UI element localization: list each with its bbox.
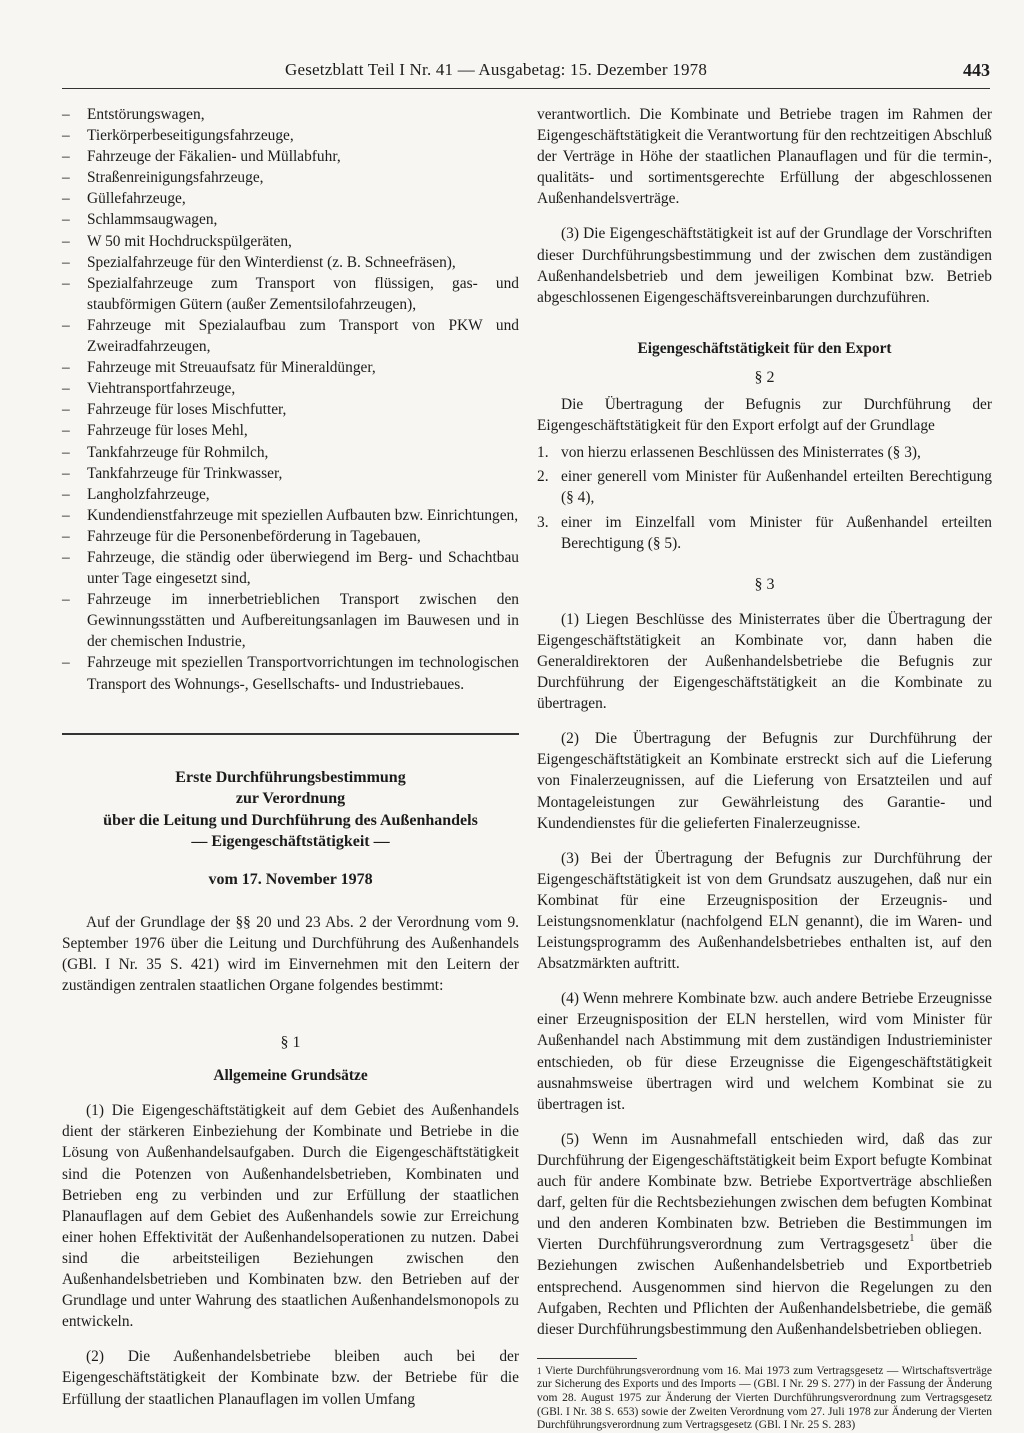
list-item: – Tankfahrzeuge für Trinkwasser, — [62, 463, 519, 484]
section-mark: § 1 — [280, 1034, 301, 1052]
enumerated-list — [537, 442, 992, 553]
list-item: – Fahrzeuge im innerbetrieblichen Transport zwischen den Gewinnungsstätten und Aufbereitungsanlagen im Bauwesen und in der chemischen Industrie, — [62, 589, 519, 652]
ordinance-title-line: Erste Durchführungsbestimmung — [175, 768, 406, 786]
footnote-reference[interactable]: 1 — [909, 1233, 915, 1245]
list-item: – Spezialfahrzeuge für den Winterdienst (z. B. Schneefräsen), — [62, 252, 519, 273]
paragraph: (1) Liegen Beschlüsse des Ministerrates über die Übertragung der Eigengeschäftstätigkeit an Kombinate vor, dann haben die Generaldirektoren der Außenhandelsbetriebe die Befugnis zur Durchführung der Eigengeschäftstätigkeit an die Kombinate zu übertragen. — [537, 610, 992, 713]
section-divider — [62, 733, 519, 735]
paragraph: (1) Die Eigengeschäftstätigkeit auf dem Gebiet des Außenhandels dient der stärkeren Einbeziehung der Kombinate und Betriebe in die Lösung von Außenhandelsaufgaben. Durch die Eigengeschäftstätigkeit sind die Potenzen von Außenhandelsbetrieben, Kombinaten und Betrieben eng zu verbinden und zur Erfüllung der staatlichen Planauflagen auf dem Gebiet des Außenhandels sowie zur Erreichung einer hohen Effektivität der Außenhandelsoperationen zu nutzen. Dabei sind die arbeitsteiligen Beziehungen zwischen den Außenhandelsbetrieben und Kombinaten bzw. den Betrieben auf der Grundlage und unter Wahrung des staatlichen Außenhandelsmonopols zu entwickeln. — [62, 1102, 519, 1331]
paragraph: (3) Bei der Übertragung der Befugnis zur Durchführung der Eigengeschäftstätigkeit ist von dem Grundsatz auszugehen, daß nur ein Kombinat für eine Erzeugnisposition der Erzeugnis- und Leistungsnomenklatur (nachfolgend ELN genannt), die im Waren- und Leistungsprogramm des Außenhandelsbetriebes enthalten ist, auf den Absatzmärkten auftritt. — [537, 849, 992, 973]
paragraph: (4) Wenn mehrere Kombinate bzw. auch andere Betriebe Erzeugnisse einer Erzeugnisposition der ELN herstellen, wird vom Minister für Außenhandel nach Abstimmung mit dem zuständigen Industrieminister entschieden, ob für diese Erzeugnisse die Eigengeschäftstätigkeit ausnahmsweise übertragen wird und welchem Kombinat sie zu übertragen ist. — [537, 990, 992, 1113]
ordinance-date: vom 17. November 1978 — [208, 870, 373, 888]
paragraph: verantwortlich. Die Kombinate und Betriebe tragen im Rahmen der Eigengeschäftstätigkeit die Verantwortung für den rechtzeitigen Abschluß der Verträge in Höhe der staatlichen Planauflagen und für die termin-, qualitäts- und sortimentsgerechte Erfüllung der abgeschlossenen Außenhandelsverträge. — [537, 106, 992, 208]
paragraph: Die Übertragung der Befugnis zur Durchführung der Eigengeschäftstätigkeit für den Export erfolgt auf der Grundlage — [537, 396, 992, 435]
footnote-text: Vierte Durchführungsverordnung vom 16. Mai 1973 zum Vertragsgesetz — Wirtschaftsverträge zur Sicherung des Exports und des Imports — (GBl. I Nr. 29 S. 277) in der Fassung der Änderung vom 28. August 1975 zur Änderung der Vierten Durchführungsverordnung zum Vertragsgesetz (GBl. I Nr. 38 S. 653) sowie der Zweiten Verordnung vom 27. Juli 1978 zur Änderung der Vierten Durchführungsverordnung zum Vertragsgesetz (GBl. I Nr. 25 S. 283) — [537, 1364, 992, 1432]
ordinance-title-line: über die Leitung und Durchführung des Außenhandels — [103, 811, 478, 829]
running-title: Gesetzblatt Teil I Nr. 41 — Ausgabetag: 15. Dezember 1978 — [285, 60, 708, 79]
list-item: – Fahrzeuge mit Spezialaufbau zum Transport von PKW und Zweiradfahrzeugen, — [62, 315, 519, 357]
section-heading: Eigengeschäftstätigkeit für den Export — [637, 339, 892, 357]
list-item: – Kundendienstfahrzeuge mit speziellen Aufbauten bzw. Einrichtungen, — [62, 505, 519, 526]
vehicle-list — [62, 104, 519, 695]
preamble: Auf der Grundlage der §§ 20 und 23 Abs. 2 der Verordnung vom 9. September 1976 über die Leitung und Durchführung des Außenhandels (GBl. I Nr. 35 S. 421) wird im Einvernehmen mit den Leitern der zuständigen zentralen staatlichen Organe folgendes bestimmt: — [62, 913, 519, 994]
item-number: 2. — [537, 468, 549, 486]
list-item: – Fahrzeuge, die ständig oder überwiegend im Berg- und Schachtbau unter Tage eingesetzt sind, — [62, 547, 519, 589]
section-mark: § 2 — [754, 368, 775, 386]
footnote-mark: 1 — [537, 1365, 542, 1376]
list-item: – Fahrzeuge für die Personenbeförderung in Tagebauen, — [62, 526, 519, 547]
page-number: 443 — [963, 60, 990, 80]
right-column — [537, 104, 992, 1433]
item-number: 3. — [537, 513, 549, 531]
ordinance-title — [62, 767, 519, 853]
paragraph: (2) Die Übertragung der Befugnis zur Durchführung der Eigengeschäftstätigkeit an Kombinate erstreckt sich auf die Lieferung von Finalerzeugnissen, auf die Lieferung von Ersatzteilen und auf Montageleistungen zur Gewährleistung des Garantie- und Kundendienstes für die gelieferten Finalerzeugnisse. — [537, 730, 992, 832]
list-item: – Tankfahrzeuge für Rohmilch, — [62, 442, 519, 463]
list-item: – W 50 mit Hochdruckspülgeräten, — [62, 231, 519, 252]
footnote-rule — [537, 1358, 637, 1359]
list-item: – Fahrzeuge mit speziellen Transportvorrichtungen im technologischen Transport des Wohnungs-, Gesellschafts- und Industriebaues. — [62, 652, 519, 694]
list-item: – Fahrzeuge der Fäkalien- und Müllabfuhr, — [62, 146, 519, 167]
paragraph: (3) Die Eigengeschäftstätigkeit ist auf der Grundlage der Vorschriften dieser Durchführungsbestimmung und der zwischen dem zuständigen Außenhandelsbetrieb und dem jeweiligen Kombinat bzw. Betrieb abgeschlossenen Eigengeschäftsvereinbarungen durchzuführen. — [537, 225, 992, 306]
paragraph-text: über die Beziehungen zwischen Außenhandelsbetrieb und Exportbetrieb entsprechend. Ausgenommen sind hiervon die Regelungen zu den Aufgaben, Rechten und Pflichten der Außenhandelsbetriebe, die gemäß dieser Durchführungsbestimmung den Außenhandelsbetrieben obliegen. — [537, 1236, 992, 1338]
page-header — [60, 60, 990, 84]
list-item: – Entstörungswagen, — [62, 104, 519, 125]
list-item — [537, 466, 992, 508]
list-item — [537, 512, 992, 554]
list-item: – Spezialfahrzeuge zum Transport von flüssigen, gas- und staubförmigen Gütern (außer Zementsilofahrzeugen), — [62, 273, 519, 315]
item-number: 1. — [537, 444, 549, 462]
list-item: – Straßenreinigungsfahrzeuge, — [62, 167, 519, 188]
list-item — [537, 442, 992, 463]
list-item: – Fahrzeuge mit Streuaufsatz für Mineraldünger, — [62, 357, 519, 378]
section-heading: Allgemeine Grundsätze — [213, 1067, 368, 1085]
item-text: von hierzu erlassenen Beschlüssen des Ministerrates (§ 3), — [561, 444, 921, 462]
item-text: einer im Einzelfall vom Minister für Außenhandel erteilten Berechtigung (§ 5). — [561, 513, 992, 552]
list-item: – Tierkörperbeseitigungsfahrzeuge, — [62, 125, 519, 146]
left-column — [62, 104, 519, 1410]
ordinance-title-line: — Eigengeschäftstätigkeit — — [191, 833, 390, 851]
paragraph — [537, 1129, 992, 1340]
footnote — [537, 1365, 992, 1433]
paragraph: (2) Die Außenhandelsbetriebe bleiben auch bei der Eigengeschäftstätigkeit der Kombinate bzw. der Betriebe für die Erfüllung der staatlichen Planauflagen im vollen Umfang — [62, 1348, 519, 1408]
list-item: – Schlammsaugwagen, — [62, 209, 519, 230]
list-item: – Güllefahrzeuge, — [62, 188, 519, 209]
ordinance-title-line: zur Verordnung — [235, 790, 346, 808]
list-item: – Fahrzeuge für loses Mischfutter, — [62, 399, 519, 420]
header-rule — [62, 88, 990, 89]
list-item: – Viehtransportfahrzeuge, — [62, 378, 519, 399]
list-item: – Fahrzeuge für loses Mehl, — [62, 420, 519, 441]
section-mark: § 3 — [754, 575, 775, 593]
list-item: – Langholzfahrzeuge, — [62, 484, 519, 505]
item-text: einer generell vom Minister für Außenhandel erteilten Berechtigung (§ 4), — [561, 468, 992, 507]
paragraph-text: (5) Wenn im Ausnahmefall entschieden wird, daß das zur Durchführung der Eigengeschäftstätigkeit beim Export befugte Kombinat auch für andere Kombinate bzw. Betriebe Exportverträge abschließen darf, gelten für die Rechtsbeziehungen zwischen dem befugten Kombinat und den anderen Kombinaten bzw. Betrieben die Bestimmungen im Vierten Durchführungsverordnung zum Vertragsgesetz — [537, 1130, 992, 1254]
